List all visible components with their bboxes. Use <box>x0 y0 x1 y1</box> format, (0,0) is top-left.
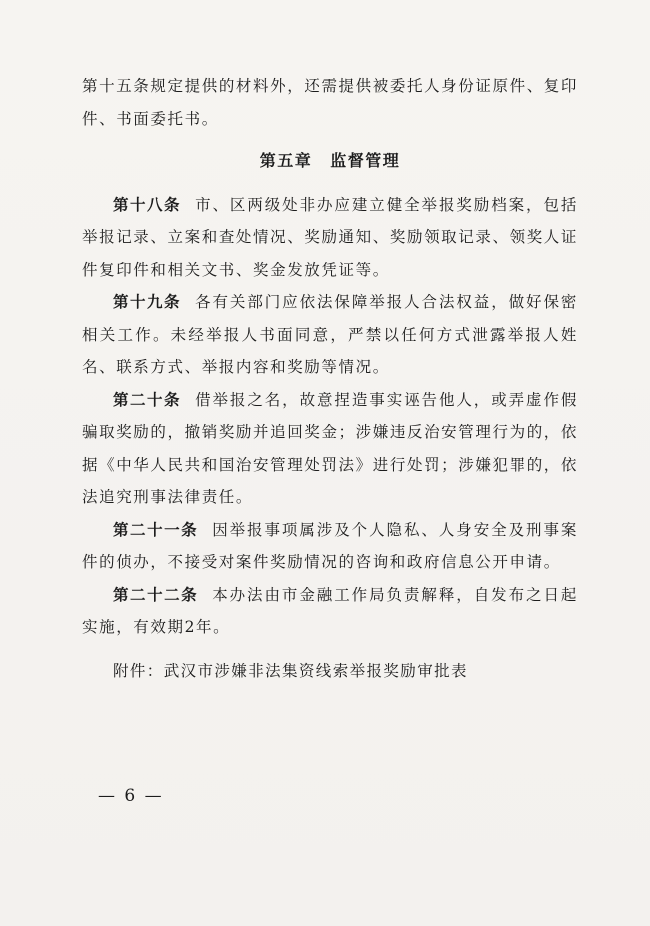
article-text: 因举报事项属涉及个人隐私、人身安全及刑事案件的侦办，不接受对案件奖励情况的咨询和政府信息公开申请。 <box>82 520 578 571</box>
article-label: 第二十条 <box>113 390 182 409</box>
article-22 <box>82 579 578 644</box>
chapter-heading <box>82 145 578 178</box>
article-label: 第十九条 <box>113 293 182 311</box>
article-text: 各有关部门应依法保障举报人合法权益，做好保密相关工作。未经举报人书面同意，严禁以任何方式泄露举报人姓名、联系方式、举报内容和奖励等情况。 <box>82 293 578 376</box>
article-label: 第二十一条 <box>113 520 199 539</box>
article-19 <box>82 286 578 384</box>
chapter-title: 监督管理 <box>330 151 401 170</box>
article-text: 本办法由市金融工作局负责解释，自发布之日起实施，有效期2年。 <box>82 585 578 636</box>
article-20 <box>82 384 578 514</box>
article-label: 第二十二条 <box>113 585 199 604</box>
article-text: 市、区两级处非办应建立健全举报奖励档案，包括举报记录、立案和查处情况、奖励通知、奖励领取记录、领奖人证件复印件和相关文书、奖金发放凭证等。 <box>82 195 578 279</box>
chapter-number: 第五章 <box>259 151 313 170</box>
article-text: 借举报之名，故意捏造事实诬告他人，或弄虚作假骗取奖励的，撤销奖励并追回奖金；涉嫌违反治安管理行为的，依据《中华人民共和国治安管理处罚法》进行处罚；涉嫌犯罪的，依法追究刑事法律责任。 <box>82 390 578 506</box>
document-body <box>82 70 578 687</box>
attachment-note: 附件：武汉市涉嫌非法集资线索举报奖励审批表 <box>113 661 468 680</box>
article-21 <box>82 514 578 579</box>
article-18 <box>82 189 578 287</box>
intro-continuation: 第十五条规定提供的材料外，还需提供被委托人身份证原件、复印件、书面委托书。 <box>82 77 578 128</box>
article-label: 第十八条 <box>113 195 182 214</box>
page-number: — 6 — <box>98 786 164 806</box>
